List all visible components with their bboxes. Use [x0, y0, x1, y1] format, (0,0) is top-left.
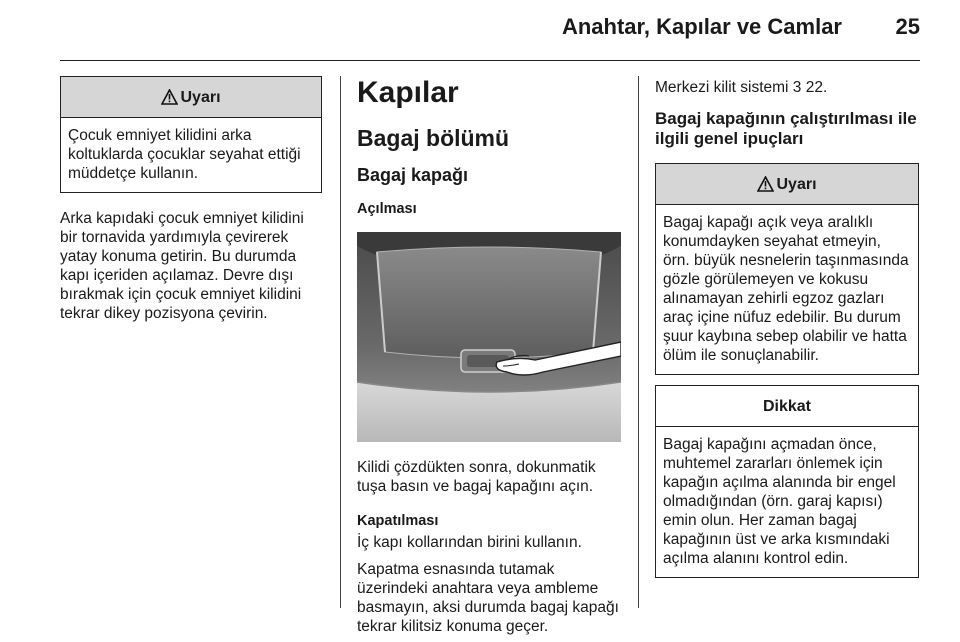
warning-box-header: [656, 164, 918, 205]
tailgate-handle-illustration-icon: [357, 232, 621, 442]
caution-text: Bagaj kapağını açmadan önce, muhtemel zararları önlemek için kapağın açılma alanında bir engel olmadığından (örn. garaj kapısı) emin olun. Her zaman bagaj kapağının üst ve arka kısmındaki açılma alanını kontrol edin.: [663, 436, 896, 567]
column-divider-2: [638, 76, 639, 608]
caution-box: [655, 385, 919, 578]
closing-paragraph-1: İç kapı kollarından birini kullanın.: [357, 534, 582, 551]
opening-paragraph: Kilidi çözdükten sonra, dokunmatik tuşa basın ve bagaj kapağını açın.: [357, 459, 596, 495]
column-middle: [357, 76, 621, 636]
warning-triangle-icon: [757, 176, 774, 192]
heading-luggage-compartment: Bagaj bölümü: [357, 125, 510, 151]
reference-page: 22.: [805, 79, 828, 96]
heading-closing: Kapatılması: [357, 513, 439, 529]
reference-text: Merkezi kilit sistemi: [655, 79, 789, 96]
page-header-title: Anahtar, Kapılar ve Camlar: [561, 14, 842, 39]
warning-label: Uyarı: [180, 88, 221, 106]
warning-label: Uyarı: [776, 175, 817, 193]
heading-doors: Kapılar: [357, 76, 459, 109]
warning-text: Çocuk emniyet kilidini arka koltuklarda çocuklar seyahat ettiği müddetçe kullanın.: [68, 127, 301, 182]
column-left: [60, 76, 322, 323]
page-number: 25: [895, 14, 920, 39]
closing-paragraph-2: Kapatma esnasında tutamak üzerindeki anahtara veya ambleme basmayın, aksi durumda bagaj kapağı tekrar kilitsiz konuma geçer.: [357, 561, 619, 635]
heading-tailgate-tips: Bagaj kapağının çalıştırılması ile ilgili genel ipuçları: [655, 109, 917, 148]
warning-triangle-icon: [161, 89, 178, 105]
header-rule: [60, 60, 920, 61]
warning-box-exhaust: [655, 163, 919, 375]
warning-box-header: [61, 77, 321, 118]
heading-opening: Açılması: [357, 201, 417, 217]
heading-tailgate: Bagaj kapağı: [357, 165, 469, 185]
caution-label: Dikkat: [762, 397, 812, 415]
reference-arrow-icon: 3: [792, 79, 802, 96]
warning-box: [60, 76, 322, 193]
column-right: [655, 76, 919, 578]
warning-text: Bagaj kapağı açık veya aralıklı konumdayken seyahat etmeyin, örn. büyük nesnelerin taşınmasında gözle görülemeyen ve kokusu alınamayan zehirli egzoz gazları araç içine nüfuz edebilir. Bu durum şuur kaybına sebep olabilir ve hatta ölüm ile sonuçlanabilir.: [663, 214, 909, 364]
caution-box-header: [656, 386, 918, 427]
tailgate-figure: [357, 232, 621, 442]
column-divider-1: [340, 76, 341, 608]
central-locking-reference: [655, 78, 919, 97]
child-lock-paragraph: Arka kapıdaki çocuk emniyet kilidini bir tornavida yardımıyla çevirerek yatay konuma getirin. Bu durumda kapı içeriden açılamaz. Devre dışı bırakmak için çocuk emniyet kilidini tekrar dikey pozisyona çevirin.: [60, 210, 304, 322]
